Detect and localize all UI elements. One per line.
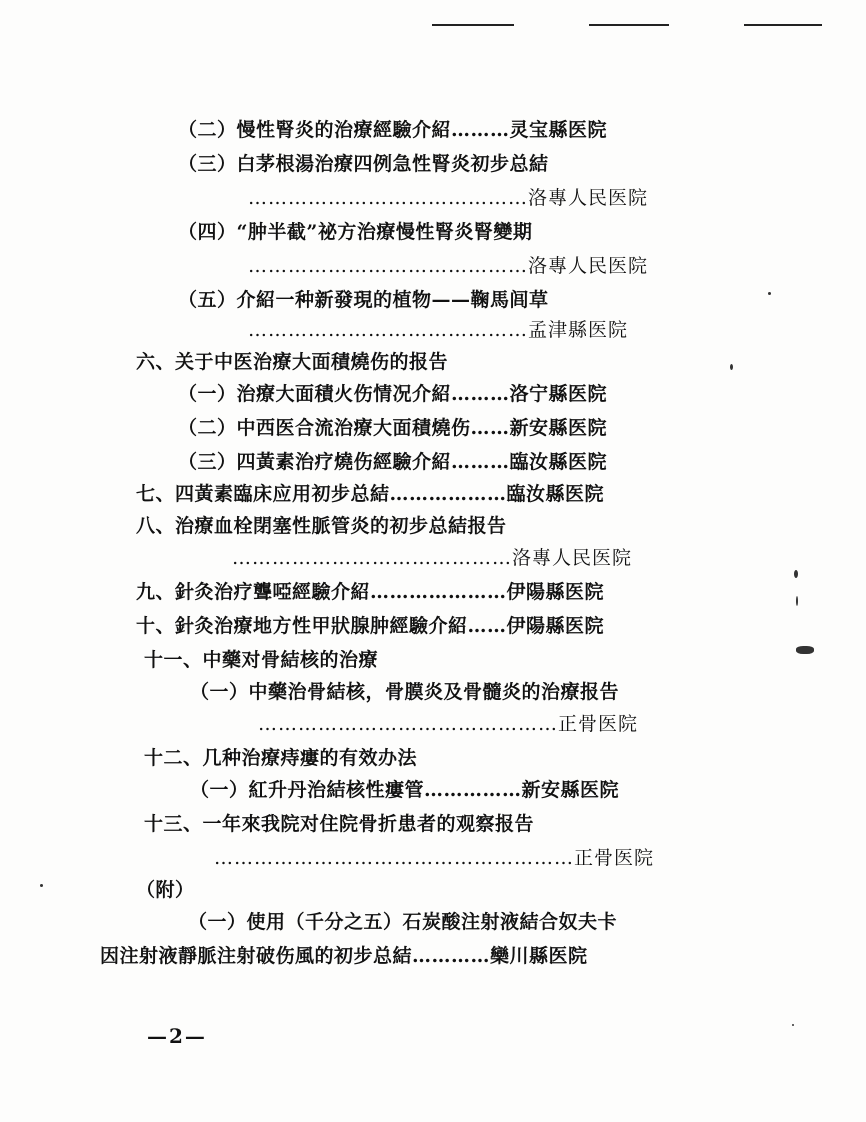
toc-entry: （一）中藥治骨結核，骨膜炎及骨髓炎的治療报告 [190,681,620,703]
toc-entry: （一）治療大面積火伤情况介紹………洛宁縣医院 [178,383,608,405]
scan-speck [730,364,733,370]
header-rule [589,24,669,26]
scan-speck [796,596,798,606]
toc-entry-continuation: ……………………………………洛專人民医院 [232,547,633,569]
toc-entry: （二）中西医合流治療大面積燒伤……新安縣医院 [178,417,608,439]
header-rule [432,24,514,26]
section-heading: 十三、一年來我院对住院骨折患者的观察报告 [144,813,535,835]
section-heading: 十一、中藥对骨結核的治療 [144,649,379,671]
section-heading: 七、四黃素臨床应用初步总結………………臨汝縣医院 [136,483,605,505]
toc-entry-continuation: ……………………………………洛專人民医院 [248,255,649,277]
scan-speck [796,646,814,654]
section-heading: 十二、几种治療痔瘻的有效办法 [144,747,418,769]
scan-speck [792,1024,794,1026]
toc-entry: （三）白茅根湯治療四例急性腎炎初步总結 [178,153,549,175]
header-rule [744,24,822,26]
toc-entry-continuation: ………………………………………………正骨医院 [214,847,655,869]
page-number: —2— [147,1024,207,1048]
section-heading: 八、治療血栓閉塞性脈管炎的初步总結报告 [136,515,507,537]
toc-entry: （一）使用（千分之五）石炭酸注射液結合奴夫卡 [188,911,618,933]
appendix-heading: （附） [136,879,195,901]
toc-entry: （二）慢性腎炎的治療經驗介紹………灵宝縣医院 [178,119,608,141]
scan-speck [794,570,798,578]
toc-entry-continuation: ……………………………………洛專人民医院 [248,187,649,209]
toc-entry: （一）紅升丹治結核性瘻管……………新安縣医院 [190,779,620,801]
scan-speck [40,884,43,887]
toc-entry: （四）“肿半截”祕方治療慢性腎炎腎變期 [178,221,533,243]
toc-entry-continuation: ………………………………………正骨医院 [258,713,639,735]
section-heading: 九、針灸治疗聾啞經驗介紹…………………伊陽縣医院 [136,581,605,603]
scan-speck [768,292,771,295]
toc-entry: （三）四黃素治疗燒伤經驗介紹………臨汝縣医院 [178,451,608,473]
toc-entry: （五）介紹一种新發現的植物——鞠馬闾草 [178,289,549,311]
section-heading: 十、針灸治療地方性甲狀腺肿經驗介紹……伊陽縣医院 [136,615,605,637]
section-heading: 六、关于中医治療大面積燒伤的报告 [136,351,449,373]
toc-entry-continuation: 因注射液靜脈注射破伤風的初步总結…………欒川縣医院 [100,945,588,967]
toc-entry-continuation: ……………………………………孟津縣医院 [248,319,629,341]
